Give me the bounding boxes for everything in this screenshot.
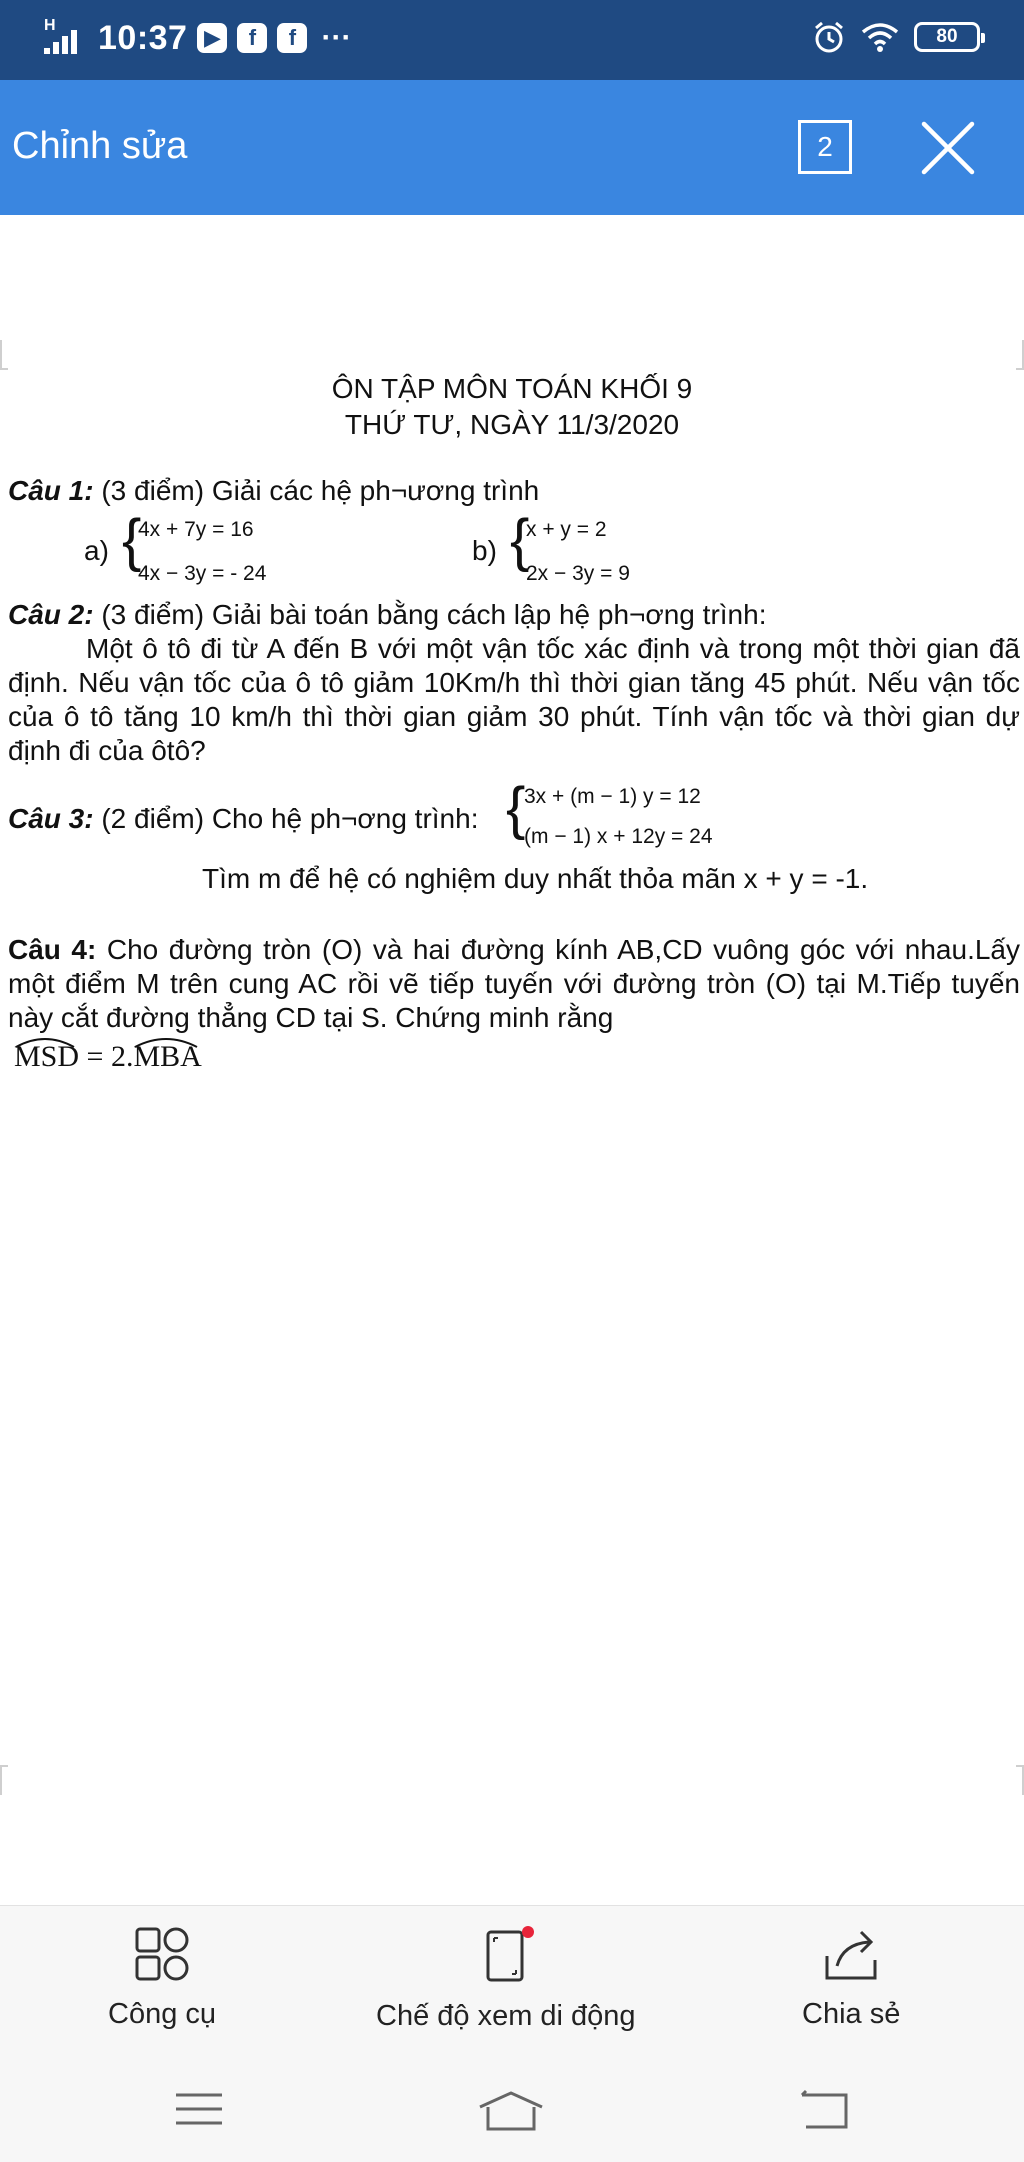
question-3 xyxy=(8,801,478,837)
angle-formula xyxy=(14,1039,202,1075)
wifi-icon xyxy=(860,20,900,54)
alarm-icon xyxy=(812,20,846,54)
question-4-text: Cho đường tròn (O) và hai đường kính AB,CD vuông góc với nhau.Lấy một điểm M trên cung AC rồi vẽ tiếp tuyến với đường tròn (O) tại M.Tiếp tuyến này cắt đường thẳng CD tại S. Chứng minh rằng xyxy=(8,934,1020,1033)
q1-a-equation-1: 4x + 7y = 16 xyxy=(138,518,254,541)
system-brace: { xyxy=(510,508,530,573)
page-count-button[interactable]: 2 xyxy=(798,120,852,174)
home-icon[interactable] xyxy=(476,2089,546,2133)
facebook-icon: f xyxy=(277,23,307,53)
document-page[interactable] xyxy=(0,215,1024,1905)
question-2-paragraph: Một ô tô đi từ A đến B với một vận tốc xác định và trong một thời gian đã định. Nếu vận tốc của ô tô giảm 10Km/h thì thời gian tăng 45 phút. Nếu vận tốc của ô tô tăng 10 km/h thì thời gian giảm 30 phút. Tính vận tốc và thời gian dự định đi của ôtô? xyxy=(8,633,1020,766)
doc-title-line2: THỨ TƯ, NGÀY 11/3/2020 xyxy=(344,409,680,440)
q1-a-equation-2: 4x − 3y = - 24 xyxy=(138,562,267,585)
app-header xyxy=(0,80,1024,215)
question-1-text: (3 điểm) Giải các hệ ph¬ương trình xyxy=(93,475,540,506)
more-notifications-icon: ··· xyxy=(321,21,352,54)
share-button[interactable] xyxy=(802,1926,900,2031)
doc-title-line1: ÔN TẬP MÔN TOÁN KHỐI 9 xyxy=(331,373,693,404)
close-icon[interactable] xyxy=(918,118,978,178)
grid-tools-icon xyxy=(134,1926,190,1982)
facebook-icon: f xyxy=(237,23,267,53)
clock: 10:37 xyxy=(98,18,188,57)
battery-indicator: 80 xyxy=(914,22,980,52)
youtube-icon: ▶ xyxy=(197,23,227,53)
page-corner-mark xyxy=(0,1765,8,1795)
mobile-view-button[interactable] xyxy=(376,1926,636,2033)
mobile-view-icon xyxy=(474,1926,538,1984)
header-title: Chỉnh sửa xyxy=(12,125,188,167)
signal-icon xyxy=(44,18,88,58)
q3-equation-1: 3x + (m − 1) y = 12 xyxy=(524,785,701,808)
menu-icon[interactable] xyxy=(172,2089,226,2129)
tools-button[interactable] xyxy=(108,1926,216,2031)
question-3-task: Tìm m để hệ có nghiệm duy nhất thỏa mãn x + y = -1. xyxy=(202,863,869,894)
back-icon[interactable] xyxy=(798,2089,852,2133)
q1-b-label: b) xyxy=(472,535,497,566)
status-right xyxy=(812,20,980,54)
q1-b-equation-1: x + y = 2 xyxy=(526,518,607,541)
question-2-label: Câu 2: xyxy=(8,599,94,630)
page-corner-mark xyxy=(0,340,8,370)
angle-mba: MBA xyxy=(133,1040,202,1073)
q1-b-equation-2: 2x − 3y = 9 xyxy=(526,562,630,585)
page-corner-mark xyxy=(1016,340,1024,370)
question-4-label: Câu 4: xyxy=(8,934,97,965)
share-icon xyxy=(821,1926,881,1982)
status-left xyxy=(44,18,351,58)
system-brace: { xyxy=(122,508,142,573)
notification-dot xyxy=(522,1926,534,1938)
question-2 xyxy=(8,597,766,633)
question-1-label: Câu 1: xyxy=(8,475,94,506)
bottom-toolbar xyxy=(0,1905,1024,2053)
question-3-label: Câu 3: xyxy=(8,803,94,834)
status-bar xyxy=(0,0,1024,80)
system-nav-bar xyxy=(0,2053,1024,2162)
system-brace: { xyxy=(506,776,526,841)
mobile-view-label: Chế độ xem di động xyxy=(376,2000,636,2032)
question-4 xyxy=(8,933,1020,1035)
q1-a-label: a) xyxy=(84,535,109,566)
network-type: H xyxy=(44,17,56,34)
question-3-text: (2 điểm) Cho hệ ph¬ơng trình: xyxy=(93,803,479,834)
share-label: Chia sẻ xyxy=(802,1998,901,2030)
question-1 xyxy=(8,473,539,509)
angle-msd: MSD xyxy=(14,1040,80,1073)
tools-label: Công cụ xyxy=(108,1998,217,2030)
q3-equation-2: (m − 1) x + 12y = 24 xyxy=(524,825,713,848)
formula-equals: = 2. xyxy=(79,1040,134,1073)
question-2-text: (3 điểm) Giải bài toán bằng cách lập hệ ph¬ơng trình: xyxy=(93,599,767,630)
page-corner-mark xyxy=(1016,1765,1024,1795)
